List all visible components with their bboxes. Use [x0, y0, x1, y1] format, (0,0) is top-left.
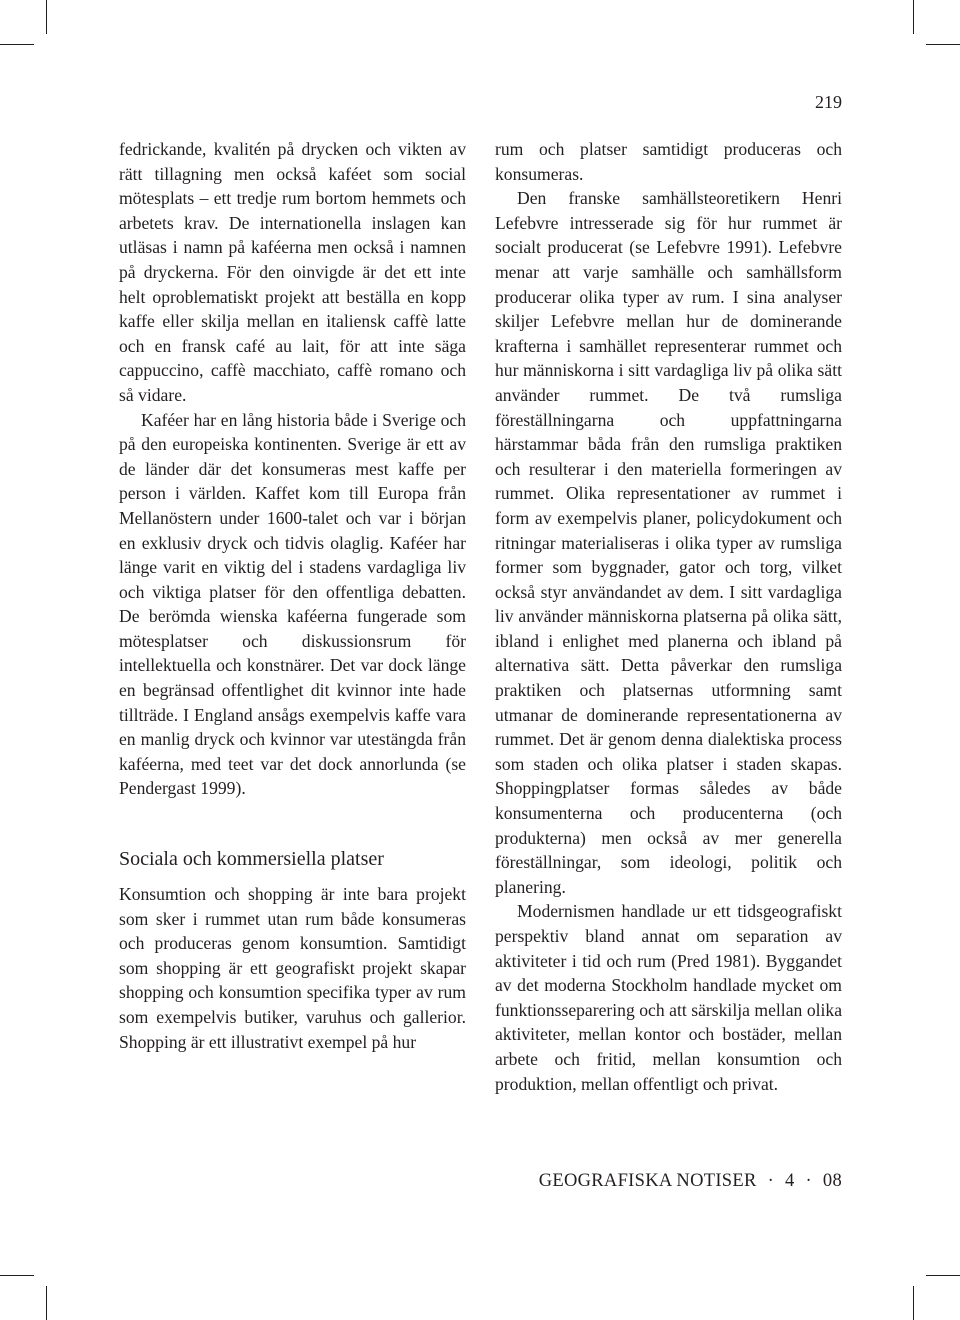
crop-mark	[926, 1275, 960, 1276]
crop-mark	[913, 0, 914, 34]
separator-dot: ·	[805, 1171, 812, 1191]
page-number: 219	[815, 92, 842, 112]
separator-dot: ·	[767, 1171, 775, 1191]
crop-mark	[46, 1286, 47, 1320]
crop-mark	[0, 1275, 34, 1276]
crop-mark	[913, 1286, 914, 1320]
body-paragraph: Kaféer har en lång historia både i Sverige och på den europeiska kontinenten. Sverige är ett av de länder där det konsumeras mest kaffe per person i världen. Kaffet kom till Europa från Mellanöstern under 1600-talet och var i början en exklusiv dryck och tidvis olaglig. Kaféer har länge varit en viktig del i stadens vardagliga liv och viktiga platser för den offentliga debatten. De berömda wienska kaféerna fungerade som mötesplatser och diskussionsrum för intellektuella och konstnärer. Det var dock länge en begränsad offentlighet dit kvinnor inte hade tillträde. I England ansågs exempelvis kaffe vara en manlig dryck och kvinnor var utestängda från kaféerna, med teet var det dock annorlunda (se Pendergast 1999).	[119, 409, 466, 799]
right-column	[495, 137, 842, 1096]
left-column	[119, 137, 466, 1054]
body-paragraph: Konsumtion och shopping är inte bara projekt som sker i rummet utan rum både konsumeras och produceras genom konsumtion. Samtidigt som shopping är ett geografiskt projekt skapar shopping och konsumtion specifika typer av rum som exempelvis butiker, varuhus och gallerior. Shopping är ett illustrativt exempel på hur	[119, 884, 466, 1052]
crop-mark	[46, 0, 47, 34]
crop-mark	[0, 44, 34, 45]
body-paragraph: Modernismen handlade ur ett tidsgeografiskt perspektiv bland annat om separation av aktiviteter i tid och rum (Pred 1981). Byggandet av det moderna Stockholm handlade mycket om funktionsseparering och att särskilja mellan olika aktiviteter, mellan kontor och bostäder, mellan arbete och fritid, mellan konsumtion och produktion, mellan offentligt och privat.	[495, 901, 842, 1094]
issue-number: 4	[784, 1171, 795, 1191]
journal-name: GEOGRAFISKA NOTISER	[538, 1171, 757, 1191]
crop-mark	[926, 44, 960, 45]
body-paragraph: rum och platser samtidigt produceras och konsumeras.	[495, 139, 842, 184]
issue-year: 08	[822, 1171, 842, 1191]
body-paragraph: Den franske samhällsteoretikern Henri Lefebvre intresserade sig för hur rummet är socialt producerat (se Lefebvre 1991). Lefebvre menar att varje samhälle och samhällsform producerar olika typer av rum. I sina analyser skiljer Lefebvre mellan hur de dominerande krafterna i samhället representerar rummet och hur människorna i sitt vardagliga liv på olika sätt använder rummet. De två rumsliga föreställningarna och uppfattningarna härstammar båda från den rumsliga praktiken och resulterar i den materiella formeringen av rummet. Olika representationer av rummet i form av exempelvis planer, policydokument och ritningar materialiseras i olika typer av rumsliga former som byggnader, gator och torg, vilket också styr användandet av dem. I sitt vardagliga liv använder människorna platserna på olika sätt, ibland i enlighet med planerna och ibland på alternativa sätt. Detta påverkar den rumsliga praktiken och platsernas utformning samt utmanar de dominerande representationerna av rummet. Det är genom denna dialektiska process som staden och olika platser i staden skapas. Shoppingplatser formas således av både konsumenterna och producenterna (och produkterna) men också av mer generella föreställningar, som ideologi, politik och planering.	[495, 188, 842, 897]
body-paragraph: fedrickande, kvalitén på drycken och vikten av rätt tillagning men också kaféet som social mötesplats – ett tredje rum bortom hemmets och arbetets krav. De internationella inslagen kan utläsas i namn på kaféerna men också i namnen på dryckerna. För den oinvigde är det ett inte helt oproblematiskt projekt att beställa en kopp kaffe eller skilja mellan en italiensk caffè latte och en fransk café au lait, för att inte säga cappuccino, caffè macchiato, caffè romano och så vidare.	[119, 139, 466, 405]
section-heading: Sociala och kommersiella platser	[119, 848, 384, 871]
running-footer	[480, 1171, 842, 1192]
